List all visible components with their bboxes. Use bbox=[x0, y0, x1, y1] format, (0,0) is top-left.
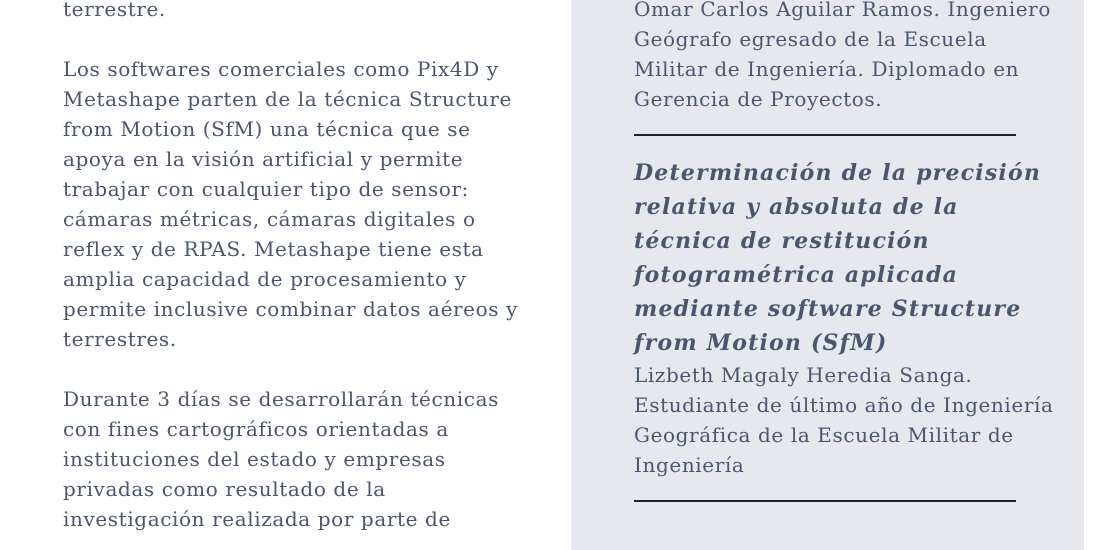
divider-2 bbox=[634, 500, 1016, 502]
talk-title-2: Determinación de la precisión relativa y absoluta de la técnica de restitución fotogramétrica aplicada mediante software Structure from Motion (SfM) bbox=[634, 160, 1042, 356]
main-text-column bbox=[63, 0, 533, 550]
speakers-panel-content bbox=[634, 0, 1054, 522]
speakers-panel bbox=[571, 0, 1084, 550]
divider-1 bbox=[634, 134, 1016, 136]
paragraph-course-duration: Durante 3 días se desarrollarán técnicas con fines cartográficos orientadas a instituciones del estado y empresas privadas como resultado de la investigación realizada por parte de bbox=[63, 387, 499, 531]
paragraph-continuation: terrestre. bbox=[63, 0, 166, 21]
author-bio-1: Omar Carlos Aguilar Ramos. Ingeniero Geógrafo egresado de la Escuela Militar de Ingeniería. Diplomado en Gerencia de Proyectos. bbox=[634, 0, 1051, 111]
paragraph-software: Los softwares comerciales como Pix4D y Metashape parten de la técnica Structure from Motion (SfM) una técnica que se apoya en la visión artificial y permite trabajar con cualquier tipo de sensor: cámaras métricas, cámaras digitales o reflex y de RPAS. Metashape tiene esta amplia capacidad de procesamiento y permite inclusive combinar datos aéreos y terrestres. bbox=[63, 57, 518, 351]
author-bio-2: Lizbeth Magaly Heredia Sanga. Estudiante de último año de Ingeniería Geográfica de la Escuela Militar de Ingeniería bbox=[634, 363, 1054, 477]
